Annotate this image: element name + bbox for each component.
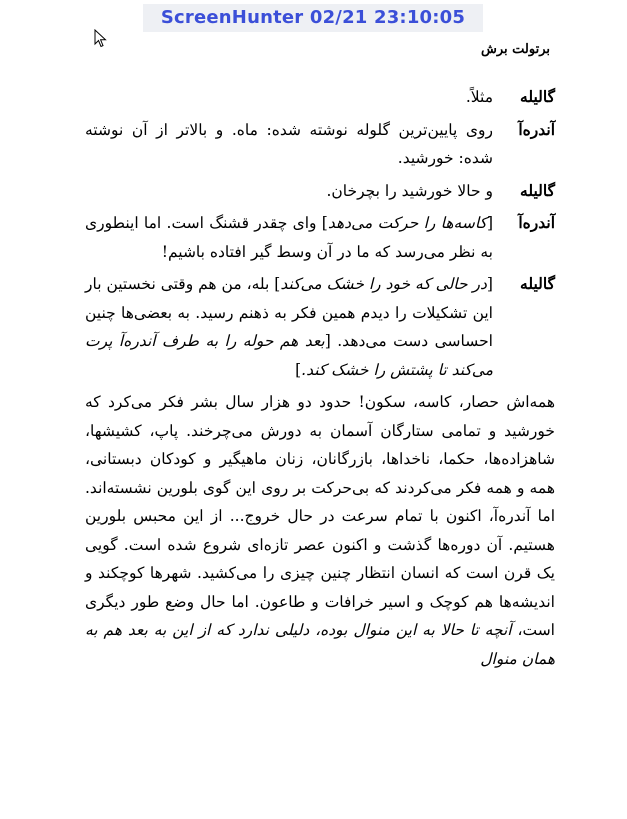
speech-text: مثلاً.: [465, 88, 493, 106]
stage-direction: در حالی که خود را خشک می‌کند: [280, 275, 487, 293]
speaker-name: آندره‌آ: [518, 119, 555, 139]
dialogue-entry: [85, 116, 555, 173]
speech-text: ] وای چقدر قشنگ است. اما اینطوری به نظر می‌رسد که ما در آن وسط گیر افتاده باشیم!: [85, 214, 493, 261]
dialogue-entry: [85, 270, 555, 384]
speech-text: و حالا خورشید را بچرخان.: [326, 181, 493, 200]
speech-text: [: [486, 275, 493, 293]
speech-text: [: [486, 214, 493, 232]
speech: [85, 270, 493, 384]
speech-text: ] بله، من هم وقتی نخستین بار این تشکیلات را دیدم همین فکر به ذهنم رسید. به بعضی‌ها چنین احساسی دست می‌دهد. [: [85, 275, 493, 350]
speech-text: روی پایین‌ترین گلوله نوشته شده: ماه. و بالاتر از آن نوشته شده: خورشید.: [85, 120, 493, 167]
speech: [85, 116, 493, 173]
speech: [85, 83, 493, 112]
dialogue-entry: [85, 177, 555, 206]
speech-text: ]: [295, 360, 302, 379]
dialogue-entry: [85, 83, 555, 112]
running-header-author: برتولت برش: [480, 42, 550, 57]
speaker-name: آندره‌آ: [518, 213, 555, 232]
stage-direction: آنچه تا حالا به این منوال بوده، دلیلی ندارد که از این به بعد هم به همان منوال: [85, 621, 555, 668]
mouse-cursor-icon: [94, 29, 108, 49]
dialogue-list: [85, 83, 555, 384]
stage-direction: کاسه‌ها را حرکت می‌دهد: [327, 214, 487, 232]
speaker-name: گالیله: [520, 87, 555, 106]
play-text: [85, 83, 555, 673]
speech-text: همه‌اش حصار، کاسه، سکون! حدود دو هزار سال بشر فکر می‌کرد که خورشید و تمامی ستارگان آسمان به دورش می‌چرخند. پاپ، کشیشها، شاهزاده‌ها، حکما، ناخداها، بازرگانان، زنان ماهیگیر و کودکان دبستانی، همه و همه فکر می‌کردند که بی‌حرکت بر روی این گوی بلورین نشسته‌اند. اما آندره‌آ، اکنون با تمام سرعت در حال خروج... از این محبس بلورین هستیم. آن دوره‌ها گذشت و اکنون عصر تازه‌ای شروع شده است. گویی یک قرن است که انسان انتظار چنین چیزی را می‌کشید. شهرها کوچکند و اندیشه‌ها هم کوچک و اسیر خرافات و طاعون. اما حال وضع طور دیگری است،: [85, 393, 555, 639]
screenhunter-watermark: ScreenHunter 02/21 23:10:05: [143, 4, 483, 32]
dialogue-entry: [85, 209, 555, 266]
speaker-name: گالیله: [520, 274, 555, 293]
speaker-name: گالیله: [520, 180, 555, 200]
stage-direction: بعد هم حوله را به طرف آندره‌آ پرت می‌کند تا پشتش را خشک کند.: [85, 332, 493, 379]
speech: [85, 209, 493, 266]
monologue-paragraph: [85, 388, 555, 673]
speech: [85, 177, 493, 206]
